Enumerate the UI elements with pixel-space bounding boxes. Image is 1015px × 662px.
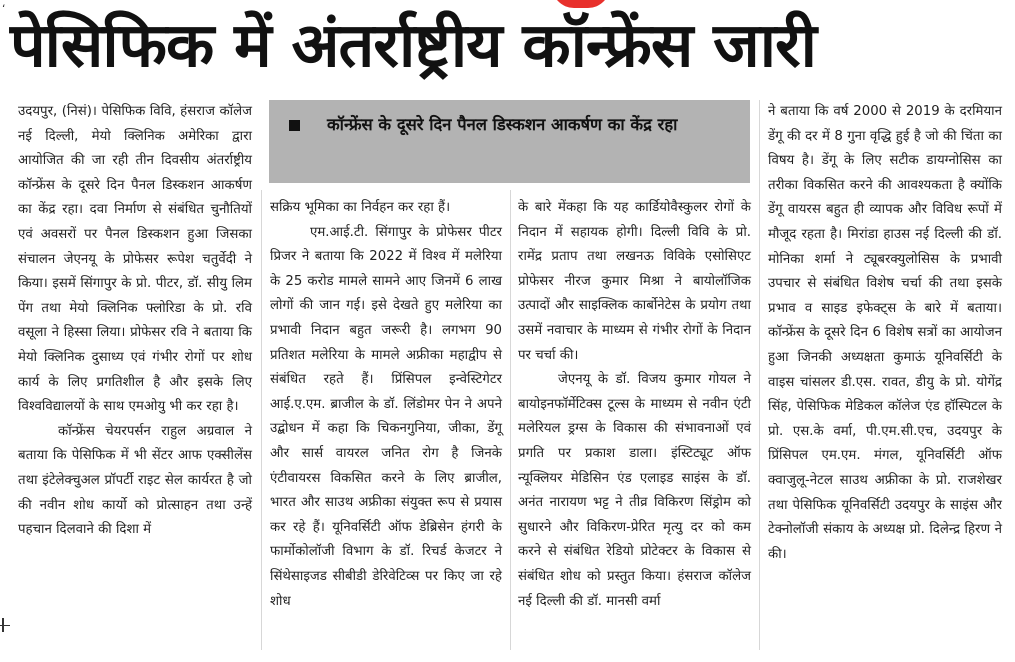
article-column-3	[518, 196, 751, 614]
paragraph: सक्रिय भूमिका का निर्वहन कर रहा हैं।	[270, 200, 451, 215]
subheadline-text: कॉन्फ्रेंस के दूसरे दिन पैनल डिस्कशन आकर्षण का केंद्र रहा	[327, 115, 678, 134]
crop-mark	[2, 618, 4, 632]
paragraph: ने बताया कि वर्ष 2000 से 2019 के दरमियान डेंगू की दर में 8 गुना वृद्धि हुई है जो की चिंता का विषय है। डेंगू के लिए सटीक डायग्नोसिस का तरीका विकसित करने की आवश्यकता है क्योंकि डेंगू वायरस बहुत ही व्यापक और विविध रूपों में मौजूद रहता है। मिरांडा हाउस नई दिल्ली की डॉ. मोनिका शर्मा ने ट्यूबरक्युलोसिस के प्रभावी उपचार से संबंधित विशेष चर्चा की तथा इसके प्रभाव व साइड इफेक्ट्स के बारे में बताया। कॉन्फ्रेंस के दूसरे दिन 6 विशेष सत्रों का आयोजन हुआ जिनकी अध्यक्षता कुमाऊं यूनिवर्सिटी के वाइस चांसलर डी.एस. रावत, डीयु के प्रो. योगेंद्र सिंह, पेसिफिक मेडिकल कॉलेज एंड हॉस्पिटल के प्रो. एस.के वर्मा, पी.एम.सी.एच, उदयपुर के प्रिंसिपल एम.एम. मंगल, यूनिवर्सिटी ऑफ क्वाजुलू-नेटल साउथ अफ्रीका के प्रो. राजशेखर तथा पेसिफिक यूनिवर्सिटी उदयपुर के साइंस और टेक्नोलॉजी संकाय के अध्यक्ष प्रो. दिलेन्द्र हिरण ने की।	[768, 104, 1002, 562]
article-column-4	[768, 100, 1002, 567]
article-headline: पेसिफिक में अंतर्राष्ट्रीय कॉन्फ्रेंस जारी	[10, 10, 816, 81]
column-divider	[759, 100, 760, 650]
paragraph: कॉन्फ्रेंस चेयरपर्सन राहुल अग्रवाल ने बताया कि पेसिफिक में भी सेंटर आफ एक्सीलेंस तथा इंटेलेक्चुअल प्रॉपर्टी राइट सेल कार्यरत है जो की नवीन शोध कार्यो को प्रोत्साहन तथा उन्हें पहचान दिलवाने की दिशा में	[18, 423, 252, 538]
subheadline-box	[269, 100, 750, 183]
article-column-1	[18, 100, 252, 543]
paragraph: के बारे मेंकहा कि यह कार्डियोवैस्कुलर रोगों के निदान में सहायक होगी। दिल्ली विवि के प्रो. रामेंद्र प्रताप तथा लखनऊ विविके एसोसिएट प्रोफेसर नीरज कुमार मिश्रा ने बायोलॉजिक उत्पादों और साइक्लिक कार्बोनेटेस के प्रयोग तथा उसमें नवाचार के माध्यम से गंभीर रोगों के निदान पर चर्चा की।	[518, 200, 751, 363]
article-column-2	[270, 196, 502, 614]
column-divider	[510, 190, 511, 650]
crop-tick-mark: ʻ	[2, 2, 6, 15]
paragraph: जेएनयू के डॉ. विजय कुमार गोयल ने बायोइनफॉर्मेटिक्स टूल्स के माध्यम से नवीन एंटी मलेरियल ड्रग्स के विकास की संभावनाओं एवं प्रगति पर प्रकाश डाला। इंस्टिट्यूट ऑफ न्यूक्लियर मेडिसिन एंड एलाइड साइंस के डॉ. अनंत नारायण भट्ट ने तीव्र विकिरण सिंड्रोम को सुधारने और विकिरण-प्रेरित मृत्यु दर को कम करने से संबंधित रेडियो प्रोटेक्टर के विकास से संबंधित शोध को प्रस्तुत किया। हंसराज कॉलेज नई दिल्ली की डॉ. मानसी वर्मा	[518, 372, 751, 609]
column-divider	[261, 190, 262, 650]
paragraph: उदयपुर, (निसं)। पेसिफिक विवि, हंसराज कॉलेज नई दिल्ली, मेयो क्लिनिक अमेरिका द्वारा आयोजित की जा रही तीन दिवसीय अंतर्राष्ट्रीय कॉन्फ्रेंस के दूसरे दिन पैनल डिस्कशन आकर्षण का केंद्र रहा। दवा निर्माण से संबंधित चुनौतियों एवं अवसरों पर पैनल डिस्कशन हुआ जिसका संचालन जेएनयू के प्रोफेसर रूपेश चतुर्वेदी ने किया। इसमें सिंगापुर के प्रो. पीटर, डॉ. सीयु लिम पेंग तथा मेयो क्लिनिक फ्लोरिडा के प्रो. रवि वसूला ने हिस्सा लिया। प्रोफेसर रवि ने बताया कि मेयो क्लिनिक दुसाध्य एवं गंभीर रोगों पर शोध कार्य के लिए प्रगतिशील है और इसके लिए विश्वविद्यालयों के साथ एमओयु भी कर रहा है।	[18, 104, 252, 415]
paragraph: एम.आई.टी. सिंगापुर के प्रोफेसर पीटर प्रिजर ने बताया कि 2022 में विश्व में मलेरिया के 25 करोड मामले सामने आए जिनमें 6 लाख लोगों की जान गई। इसे देखते हुए मलेरिया का प्रभावी निदान बहुत जरूरी है। लगभग 90 प्रतिशत मलेरिया के मामले अफ्रीका महाद्वीप से संबंधित रहते हैं। प्रिंसिपल इन्वेस्टिगेटर आई.ए.एम. ब्राजील के डॉ. लिंडोमर पेन ने अपने उद्बोधन में कहा कि चिकनगुनिया, जीका, डेंगू और सार्स वायरल जनित रोग है जिनके एंटीवायरस विकसित करने के लिए ब्राजील, भारत और साउथ अफ्रीका संयुक्त रूप से प्रयास कर रहे हैं। यूनिवर्सिटी ऑफ डेब्रिसेन हंगरी के फार्मोकोलॉजी विभाग के डॉ. रिचर्ड केजटर ने सिंथेसाइजड सीबीडी डेरिवेटिव्स पर किए जा रहे शोध	[270, 224, 502, 609]
square-bullet-icon	[289, 120, 300, 131]
